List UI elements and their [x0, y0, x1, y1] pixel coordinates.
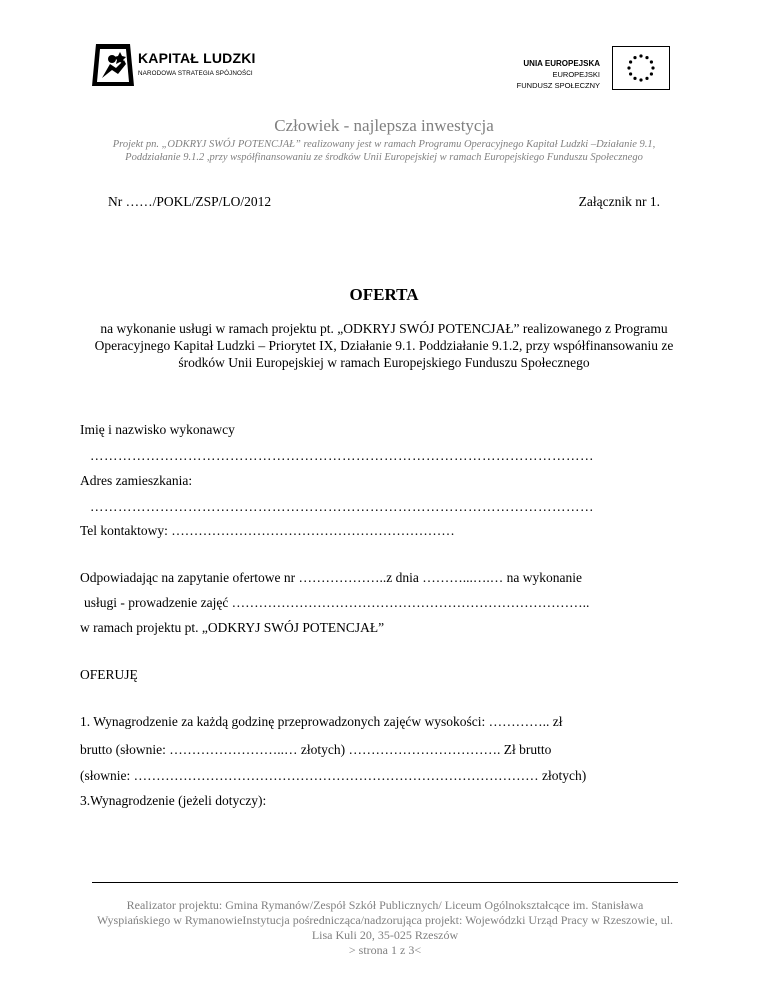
intro-paragraph: na wykonanie usługi w ramach projektu pt. „ODKRYJ SWÓJ POTENCJAŁ” realizowanego z Programu Operacyjnego Kapitał Ludzki – Priorytet IX, Działanie 9.1. Poddziałanie 9.1.2, przy współfinansowaniu ze środków Unii Europejskiej w ramach Europejskiego Funduszu Społecznego [94, 321, 674, 370]
slogan: Człowiek - najlepsza inwestycja [274, 116, 494, 135]
item3-line: 3.Wynagrodzenie (jeżeli dotyczy): [80, 793, 267, 808]
document-title: OFERTA [349, 285, 419, 304]
contractor-name-field[interactable]: ……………………………………………………………………………………………… [90, 448, 594, 463]
item1-line-2: brutto (słownie: ……………………..… złotych) ……………………………. Zł brutto [80, 742, 552, 757]
contractor-name-label: Imię i nazwisko wykonawcy [80, 422, 235, 437]
response-line-1: Odpowiadając na zapytanie ofertowe nr ………………..z dnia ………...….… na wykonanie [80, 570, 582, 585]
item1-line-3: (słownie: ……………………………………………………………………………… złotych) [80, 768, 587, 783]
kapital-ludzki-logo-title: KAPITAŁ LUDZKI [138, 50, 256, 66]
page-number: > strona 1 z 3< [348, 943, 422, 957]
attachment-number: Załącznik nr 1. [578, 194, 660, 209]
response-line-2: usługi - prowadzenie zajęć …………………………………………………………………….. [84, 595, 590, 610]
footer [92, 898, 678, 958]
footer-text: Realizator projektu: Gmina Rymanów/Zespół Szkół Publicznych/ Liceum Ogólnokształcące im. Stanisława Wyspiańskiego w RymanowieInstytucja pośrednicząca/nadzorująca projekt: Wojewódzki Urząd Pracy w Rzeszowie, ul. Lisa Kuli 20, 35-025 Rzeszów [96, 898, 674, 942]
kapital-ludzki-logo-icon [92, 42, 136, 88]
offer-heading: OFERUJĘ [80, 667, 138, 682]
project-info: Projekt pn. „ODKRYJ SWÓJ POTENCJAŁ” realizowany jest w ramach Programu Operacyjnego Kapitał Ludzki –Działanie 9.1, Poddziałanie 9.1.2 ,przy współfinansowaniu ze środków Unii Europejskiej w ramach Europejskiego Funduszu Społecznego [112, 139, 656, 163]
document-number: Nr ……/POKL/ZSP/LO/2012 [108, 194, 272, 209]
item1-line-1: 1. Wynagrodzenie za każdą godzinę przeprowadzonych zajęćw wysokości: ………….. zł [80, 714, 563, 729]
eu-line3: FUNDUSZ SPOŁECZNY [516, 81, 600, 90]
address-field[interactable]: ……………………………………………………………………………………………… [90, 499, 594, 514]
eu-logo-text [517, 58, 600, 91]
phone-line: Tel kontaktowy: ……………………………………………………… [80, 523, 455, 538]
address-label: Adres zamieszkania: [80, 473, 193, 488]
footer-divider [92, 882, 678, 883]
eu-line2: EUROPEJSKI [552, 70, 600, 79]
eu-flag-icon [612, 46, 670, 90]
eu-line1: UNIA EUROPEJSKA [523, 59, 600, 68]
response-line-3: w ramach projektu pt. „ODKRYJ SWÓJ POTENCJAŁ” [80, 620, 385, 635]
kapital-ludzki-logo-subtitle: NARODOWA STRATEGIA SPÓJNOŚCI [138, 70, 253, 77]
